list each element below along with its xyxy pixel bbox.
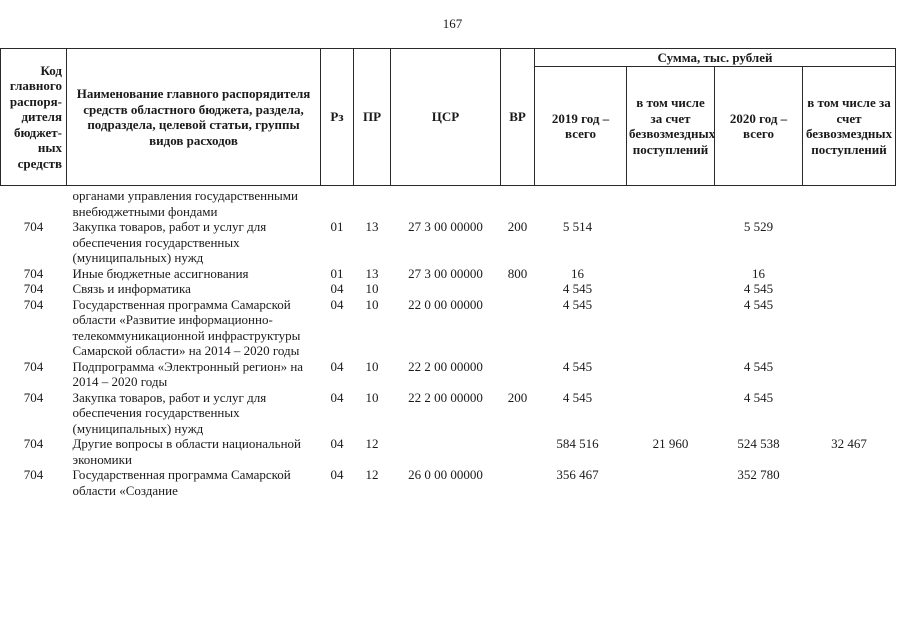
table-row: [1, 219, 896, 266]
cell-2019-gratuitous: [627, 390, 715, 437]
cell-2019-total: 4 545: [562, 281, 593, 296]
cell-vr: [501, 436, 535, 467]
cell-2020-gratuitous: [803, 219, 896, 266]
header-2019-total: 2019 год – всего: [535, 67, 627, 186]
cell-name: Закупка товаров, работ и услуг для обеспечения государственных (муниципальных) нужд: [72, 219, 267, 265]
cell-pr: 13: [365, 219, 379, 234]
cell-vr: [501, 359, 535, 390]
cell-2020-gratuitous: [803, 186, 896, 220]
cell-2019-gratuitous: [627, 467, 715, 498]
table-row: [1, 436, 896, 467]
header-2020-total: 2020 год – всего: [715, 67, 803, 186]
cell-vr: 800: [507, 265, 528, 281]
cell-code: 704: [23, 467, 44, 482]
cell-2020-total: 16: [752, 265, 765, 281]
cell-pr: 10: [365, 296, 379, 312]
budget-table: [0, 48, 896, 498]
header-sum-group: Сумма, тыс. рублей: [535, 49, 896, 67]
cell-name: Государственная программа Самарской области «Создание: [72, 467, 291, 498]
cell-pr: 10: [365, 281, 379, 296]
cell-rz: 01: [330, 265, 344, 281]
cell-name: органами управления государственными внебюджетными фондами: [72, 188, 298, 219]
page-number: 167: [442, 16, 463, 31]
cell-code: [1, 186, 67, 220]
cell-vr: [501, 186, 535, 220]
cell-2019-gratuitous: [627, 281, 715, 297]
cell-name: Иные бюджетные ассигнования: [72, 265, 249, 281]
cell-rz: 04: [330, 436, 344, 451]
cell-rz: 04: [330, 389, 344, 405]
cell-vr: 200: [507, 219, 528, 234]
cell-rz: 01: [330, 219, 344, 234]
cell-code: 704: [23, 389, 44, 405]
cell-vr: [501, 281, 535, 297]
cell-pr: 13: [365, 265, 379, 281]
cell-csr: [391, 281, 501, 297]
cell-rz: [321, 186, 354, 220]
cell-2020-total: 4 545: [743, 281, 774, 296]
cell-name: Закупка товаров, работ и услуг для обеспечения государственных (муниципальных) нужд: [72, 389, 267, 436]
table-body: [1, 186, 896, 499]
cell-vr: 200: [507, 389, 528, 405]
cell-name: Другие вопросы в области национальной экономики: [72, 436, 301, 467]
table-row: [1, 186, 896, 220]
cell-2019-total: 356 467: [556, 467, 599, 482]
header-name: Наименование главного распорядителя средств областного бюджета, раздела, подраздела, целевой статьи, группы видов расходов: [67, 49, 321, 186]
cell-vr: [501, 467, 535, 498]
table-row: [1, 297, 896, 359]
cell-code: 704: [23, 436, 44, 451]
cell-pr: 12: [365, 436, 379, 451]
header-2019-gratuitous: в том числе за счет безвозмездных поступлений: [627, 67, 715, 186]
table-header: [1, 49, 896, 186]
cell-2019-gratuitous: [627, 266, 715, 282]
cell-vr: [501, 297, 535, 359]
table-row: [1, 281, 896, 297]
cell-2020-total: 524 538: [737, 436, 780, 451]
cell-2020-total: 4 545: [743, 296, 774, 312]
cell-2019-total: 4 545: [562, 296, 593, 312]
header-csr: ЦСР: [391, 49, 501, 186]
cell-rz: 04: [330, 281, 344, 296]
cell-2020-total: 352 780: [737, 467, 780, 482]
cell-pr: 10: [365, 389, 379, 405]
cell-2019-gratuitous: 21 960: [652, 436, 689, 451]
cell-name: Государственная программа Самарской области «Развитие информационно-телекоммуникационной инфраструктуры Самарской области» на 2014 – 2020 годы: [72, 296, 301, 358]
cell-code: 704: [23, 265, 44, 281]
budget-table-wrap: [0, 48, 905, 498]
cell-2019-total: 4 545: [562, 389, 593, 405]
table-row: [1, 390, 896, 437]
cell-name: Связь и информатика: [72, 281, 191, 296]
cell-code: 704: [23, 296, 44, 312]
cell-2019-gratuitous: [627, 186, 715, 220]
cell-rz: 04: [330, 358, 344, 374]
cell-pr: 12: [365, 467, 379, 482]
cell-2020-gratuitous: 32 467: [831, 436, 867, 451]
header-pr: ПР: [354, 49, 391, 186]
cell-code: 704: [23, 281, 44, 296]
cell-2019-gratuitous: [627, 219, 715, 266]
cell-2019-total: [535, 186, 627, 220]
cell-pr: [354, 186, 391, 220]
cell-2020-total: [715, 186, 803, 220]
cell-2020-total: 4 545: [743, 358, 774, 374]
cell-csr: 22 0 00 00000: [408, 296, 483, 312]
cell-code: 704: [23, 219, 44, 234]
cell-2020-total: 4 545: [743, 389, 774, 405]
header-vr: ВР: [501, 49, 535, 186]
table-row: [1, 359, 896, 390]
cell-2020-gratuitous: [803, 359, 896, 390]
header-rz: Рз: [321, 49, 354, 186]
cell-2019-gratuitous: [627, 359, 715, 390]
cell-name: Подпрограмма «Электронный регион» на 2014 – 2020 годы: [72, 358, 304, 389]
cell-code: 704: [23, 358, 44, 374]
cell-rz: 04: [330, 467, 344, 482]
cell-csr: 27 3 00 00000: [408, 219, 483, 234]
cell-2020-total: 5 529: [743, 219, 774, 234]
cell-2020-gratuitous: [803, 266, 896, 282]
cell-csr: 26 0 00 00000: [408, 467, 483, 482]
cell-2019-gratuitous: [627, 297, 715, 359]
cell-csr: 22 2 00 00000: [408, 358, 483, 374]
cell-2019-total: 16: [571, 265, 584, 281]
cell-2020-gratuitous: [803, 467, 896, 498]
cell-2019-total: 4 545: [562, 358, 593, 374]
cell-2020-gratuitous: [803, 297, 896, 359]
cell-2020-gratuitous: [803, 390, 896, 437]
cell-pr: 10: [365, 358, 379, 374]
table-row: [1, 266, 896, 282]
cell-rz: 04: [330, 296, 344, 312]
cell-csr: [391, 186, 501, 220]
cell-csr: 27 3 00 00000: [408, 265, 483, 281]
cell-2019-total: 584 516: [556, 436, 599, 451]
cell-2019-total: 5 514: [562, 219, 593, 234]
cell-csr: [391, 436, 501, 467]
header-code: Код главного распоря- дителя бюджет- ных средств: [1, 49, 67, 186]
cell-csr: 22 2 00 00000: [408, 389, 483, 405]
header-2020-gratuitous: в том числе за счет безвозмездных поступлений: [803, 67, 896, 186]
cell-2020-gratuitous: [803, 281, 896, 297]
table-row: [1, 467, 896, 498]
